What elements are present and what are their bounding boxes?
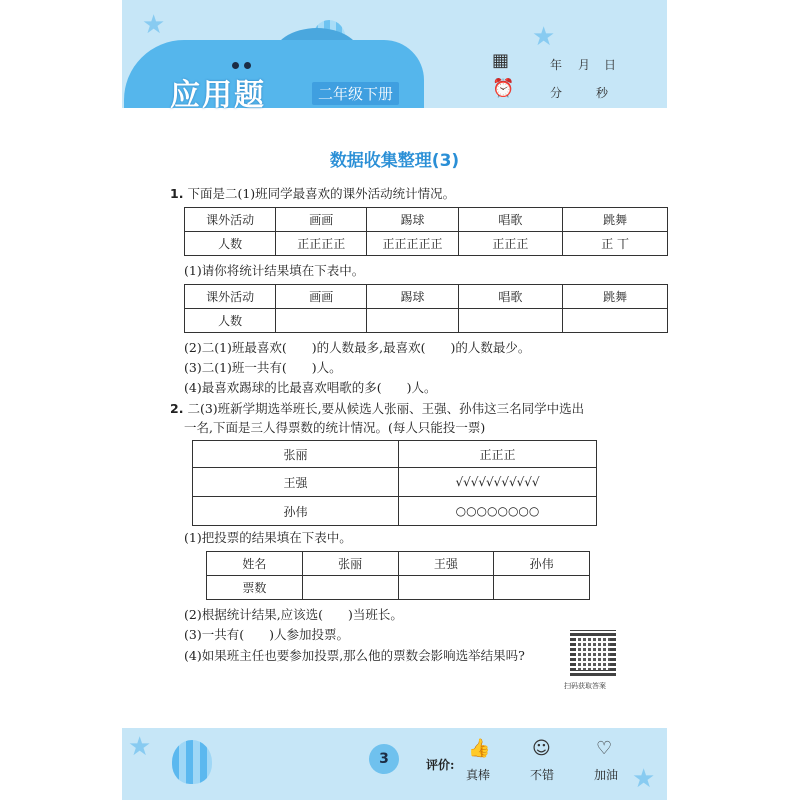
answer-cell[interactable] [302,576,398,600]
star-icon: ★ [142,10,166,40]
q2-answer-table [206,551,590,600]
table-cell: 课外活动 [185,285,276,309]
elephant-eye [232,62,239,69]
qr-caption: 扫码获取答案 [564,682,606,690]
second-label: 秒 [596,86,609,100]
answer-cell[interactable] [563,309,668,333]
q1-sub3: (3)二(1)班一共有( )人。 [184,360,342,375]
page-header [122,0,667,113]
day-label: 日 [604,58,617,72]
alarm-clock-icon: ⏰ [492,78,515,99]
table-header-row [185,208,668,232]
table-cell: 张丽 [193,441,399,468]
q1-tally-table [184,207,668,256]
table-cell: 画画 [276,208,367,232]
q1-sub1: (1)请你将统计结果填在下表中。 [184,263,365,278]
table-cell: 孙伟 [193,497,399,526]
table-cell: 课外活动 [185,208,276,232]
star-icon: ★ [532,22,556,52]
q1-intro [170,185,455,203]
table-cell: 唱歌 [458,285,563,309]
calendar-icon: ▦ [492,50,510,71]
rating-label: 加油 [594,768,619,782]
table-row [193,468,597,497]
table-cell: 姓名 [207,552,303,576]
table-cell: 跳舞 [563,285,668,309]
tally-cell: 正正正正正 [367,232,458,256]
q2-number: 2. [170,401,184,416]
table-cell: 跳舞 [563,208,668,232]
q2-sub4: (4)如果班主任也要参加投票,那么他的票数会影响选举结果吗? [184,648,525,663]
answer-cell[interactable] [398,576,494,600]
table-cell: 王强 [398,552,494,576]
hot-air-balloon-icon [172,740,212,784]
table-cell: 画画 [276,285,367,309]
table-row [207,576,590,600]
table-cell: 踢球 [367,285,458,309]
grade-subtitle: 二年级下册 [312,82,399,105]
q2-sub1: (1)把投票的结果填在下表中。 [184,530,352,545]
book-title: 应用题 [170,78,266,113]
year-label: 年 [550,58,563,72]
table-cell: 人数 [185,232,276,256]
answer-cell[interactable] [367,309,458,333]
q1-answer-table [184,284,668,333]
table-header-row [185,285,668,309]
month-label: 月 [578,58,591,72]
tally-cell: 正正正 [458,232,563,256]
thumbs-up-icon[interactable]: 👍 [468,738,491,759]
answer-cell[interactable] [276,309,367,333]
answer-cell[interactable] [494,576,590,600]
q2-intro-text: 二(3)班新学期选举班长,要从候选人张丽、王强、孙伟这三名同学中选出 [187,401,585,416]
q2-sub3: (3)一共有( )人参加投票。 [184,627,349,642]
page-number: 3 [369,744,399,774]
table-cell: 孙伟 [494,552,590,576]
tally-cell: √√√√√√√√√√√ [399,468,597,497]
table-cell: 票数 [207,576,303,600]
table-cell: 人数 [185,309,276,333]
evaluation-label: 评价: [426,758,455,772]
page-footer [122,728,667,800]
table-row [193,497,597,526]
q2-sub2: (2)根据统计结果,应该选( )当班长。 [184,607,403,622]
elephant-eye [244,62,251,69]
table-cell: 唱歌 [458,208,563,232]
table-row [185,309,668,333]
worksheet-page [122,0,667,800]
q1-number: 1. [170,186,184,201]
star-icon: ★ [128,732,152,762]
rating-label: 真棒 [466,768,491,782]
table-row [193,441,597,468]
tally-cell: 正正正 [399,441,597,468]
table-row [185,232,668,256]
tally-cell: 正正正正 [276,232,367,256]
qr-code-icon[interactable] [570,630,616,676]
q1-sub2: (2)二(1)班最喜欢( )的人数最多,最喜欢( )的人数最少。 [184,340,531,355]
q1-intro-text: 下面是二(1)班同学最喜欢的课外活动统计情况。 [187,186,456,201]
tally-cell: ○○○○○○○○ [399,497,597,526]
rating-label: 不错 [530,768,555,782]
tally-cell: 正 丅 [563,232,668,256]
q2-vote-table [192,440,597,526]
section-heading: 数据收集整理(3) [329,151,460,171]
smiley-icon[interactable]: ☺ [532,738,551,759]
date-time-box [492,48,652,104]
q2-intro-line2: 一名,下面是三人得票数的统计情况。(每人只能投一票) [184,420,486,435]
answer-cell[interactable] [458,309,563,333]
table-cell: 张丽 [302,552,398,576]
table-cell: 王强 [193,468,399,497]
star-icon: ★ [632,764,656,794]
heart-icon[interactable]: ♡ [596,738,613,759]
table-header-row [207,552,590,576]
table-cell: 踢球 [367,208,458,232]
q2-intro [170,400,584,418]
q1-sub4: (4)最喜欢踢球的比最喜欢唱歌的多( )人。 [184,380,437,395]
minute-label: 分 [550,86,563,100]
